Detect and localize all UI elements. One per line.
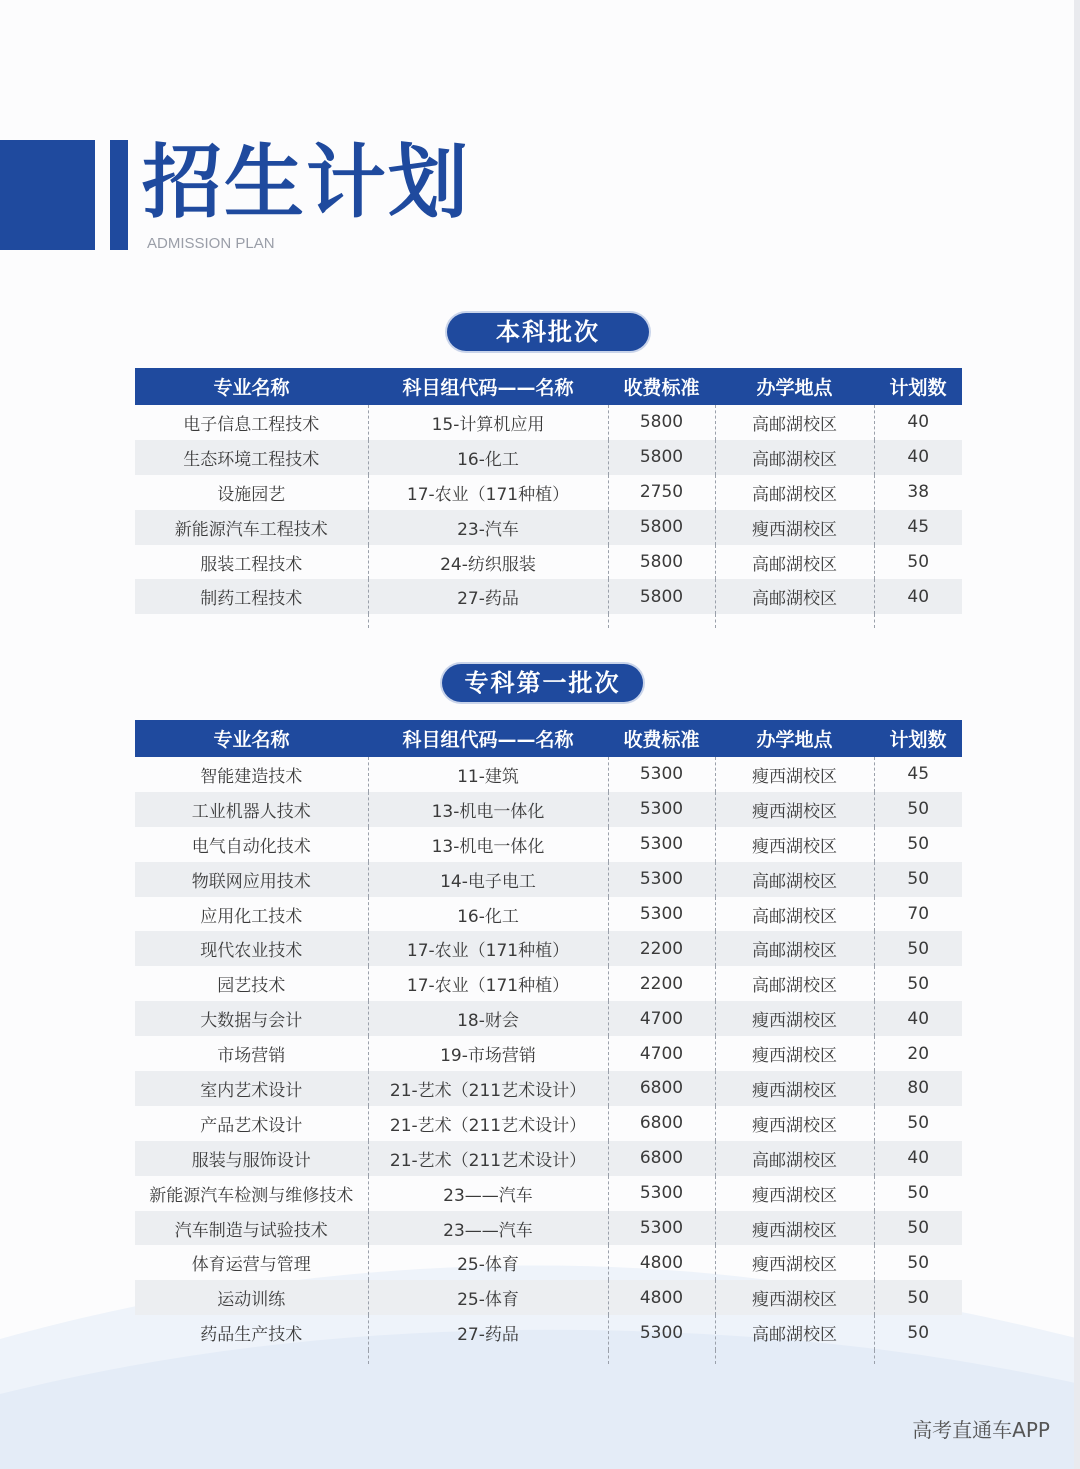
cell-fee: 5800 xyxy=(608,440,715,475)
cell-campus: 瘦西湖校区 xyxy=(715,757,874,792)
vocational-plan-table xyxy=(135,720,962,1364)
table-header-row xyxy=(135,368,962,405)
cell-fee: 5800 xyxy=(608,545,715,580)
cell-subject-group: 16-化工 xyxy=(368,897,608,932)
cell-subject-group: 14-电子电工 xyxy=(368,862,608,897)
cell-fee: 5800 xyxy=(608,510,715,545)
cell-quota: 20 xyxy=(907,1043,930,1064)
cell-quota: 40 xyxy=(874,440,962,475)
page-subtitle: ADMISSION PLAN xyxy=(147,235,275,252)
page-title: 招生计划 xyxy=(142,136,470,229)
cell-fee: 2200 xyxy=(608,931,715,966)
table-row xyxy=(135,862,962,897)
watermark-text: 高考直通车APP xyxy=(912,1418,1050,1442)
cell-fee: 5300 xyxy=(608,1315,715,1350)
cell-fee: 2200 xyxy=(608,966,715,1001)
cell-campus: 瘦西湖校区 xyxy=(715,1280,874,1315)
table-row xyxy=(135,966,962,1001)
cell-fee: 4700 xyxy=(608,1036,715,1071)
table-row xyxy=(135,1176,962,1211)
cell-major: 室内艺术设计 xyxy=(135,1071,368,1106)
table-row xyxy=(135,1141,962,1176)
cell-subject-group: 21-艺术（211艺术设计） xyxy=(368,1071,608,1106)
cell-fee: 5800 xyxy=(608,405,715,440)
cell-quota: 50 xyxy=(907,1252,930,1273)
cell-subject-group: 13-机电一体化 xyxy=(368,792,608,827)
table-row xyxy=(135,757,962,792)
table-row xyxy=(135,510,962,545)
table-header-row xyxy=(135,720,962,757)
cell-campus: 瘦西湖校区 xyxy=(715,1245,874,1280)
table-row xyxy=(135,440,962,475)
cell-major: 园艺技术 xyxy=(135,966,368,1001)
cell-subject-group: 17-农业（171种植） xyxy=(368,931,608,966)
cell-major: 药品生产技术 xyxy=(135,1315,368,1350)
cell-campus: 高邮湖校区 xyxy=(715,931,874,966)
cell-subject-group: 17-农业（171种植） xyxy=(368,966,608,1001)
cell-major: 应用化工技术 xyxy=(135,897,368,932)
cell-major: 体育运营与管理 xyxy=(135,1245,368,1280)
cell-campus: 高邮湖校区 xyxy=(715,440,874,475)
cell-quota: 50 xyxy=(874,862,962,897)
column-header-major: 专业名称 xyxy=(135,720,368,757)
cell-fee: 5300 xyxy=(608,1211,715,1246)
cell-major: 新能源汽车检测与维修技术 xyxy=(135,1176,368,1211)
cell-quota: 40 xyxy=(874,1001,962,1036)
cell-subject-group: 23——汽车 xyxy=(368,1176,608,1211)
table-row xyxy=(135,827,962,862)
cell-quota: 40 xyxy=(907,412,930,433)
cell-fee: 4700 xyxy=(608,1001,715,1036)
table-row xyxy=(135,405,962,440)
cell-campus: 瘦西湖校区 xyxy=(715,792,874,827)
cell-subject-group: 24-纺织服装 xyxy=(368,545,608,580)
cell-fee: 6800 xyxy=(608,1106,715,1141)
cell-quota: 80 xyxy=(874,1071,962,1106)
cell-major: 物联网应用技术 xyxy=(135,862,368,897)
cell-campus: 瘦西湖校区 xyxy=(715,1106,874,1141)
cell-subject-group: 17-农业（171种植） xyxy=(368,475,608,510)
cell-subject-group: 21-艺术（211艺术设计） xyxy=(368,1106,608,1141)
header-block-decoration xyxy=(0,140,95,250)
cell-campus: 高邮湖校区 xyxy=(715,1141,874,1176)
cell-major: 电气自动化技术 xyxy=(135,827,368,862)
cell-campus: 瘦西湖校区 xyxy=(715,1071,874,1106)
table-row xyxy=(135,1280,962,1315)
cell-major: 运动训练 xyxy=(135,1280,368,1315)
cell-campus: 瘦西湖校区 xyxy=(715,510,874,545)
cell-subject-group: 18-财会 xyxy=(368,1001,608,1036)
cell-subject-group: 16-化工 xyxy=(368,440,608,475)
cell-subject-group: 23——汽车 xyxy=(368,1211,608,1246)
cell-quota: 50 xyxy=(907,1322,930,1343)
cell-fee: 5300 xyxy=(608,897,715,932)
column-header-subject-group: 科目组代码——名称 xyxy=(368,720,608,757)
cell-fee: 5300 xyxy=(608,1176,715,1211)
column-header-campus: 办学地点 xyxy=(715,368,874,405)
cell-campus: 高邮湖校区 xyxy=(715,579,874,614)
cell-fee: 6800 xyxy=(608,1071,715,1106)
section-title-undergraduate: 本科批次 xyxy=(447,313,649,351)
table-row xyxy=(135,792,962,827)
cell-quota: 45 xyxy=(907,764,930,785)
cell-fee: 4800 xyxy=(608,1245,715,1280)
table-row xyxy=(135,579,962,614)
cell-major: 服装与服饰设计 xyxy=(135,1141,368,1176)
cell-campus: 高邮湖校区 xyxy=(715,545,874,580)
column-header-fee: 收费标准 xyxy=(608,720,715,757)
table-row xyxy=(135,545,962,580)
cell-quota: 50 xyxy=(874,1211,962,1246)
cell-quota: 40 xyxy=(874,1141,962,1176)
cell-major: 电子信息工程技术 xyxy=(135,405,368,440)
cell-campus: 高邮湖校区 xyxy=(715,897,874,932)
cell-quota: 50 xyxy=(907,1113,930,1134)
cell-subject-group: 23-汽车 xyxy=(368,510,608,545)
table-row xyxy=(135,931,962,966)
table-row xyxy=(135,1245,962,1280)
cell-major: 设施园艺 xyxy=(135,475,368,510)
cell-subject-group: 27-药品 xyxy=(368,1315,608,1350)
cell-subject-group: 19-市场营销 xyxy=(368,1036,608,1071)
column-header-fee: 收费标准 xyxy=(608,368,715,405)
column-header-campus: 办学地点 xyxy=(715,720,874,757)
section-title-vocational: 专科第一批次 xyxy=(442,664,643,702)
cell-subject-group: 11-建筑 xyxy=(368,757,608,792)
table-bottom-spacer xyxy=(135,614,962,628)
cell-subject-group: 15-计算机应用 xyxy=(368,405,608,440)
cell-major: 工业机器人技术 xyxy=(135,792,368,827)
cell-quota: 50 xyxy=(874,792,962,827)
cell-fee: 4800 xyxy=(608,1280,715,1315)
page-edge xyxy=(1074,0,1080,1469)
cell-major: 新能源汽车工程技术 xyxy=(135,510,368,545)
cell-quota: 50 xyxy=(907,834,930,855)
cell-fee: 2750 xyxy=(608,475,715,510)
cell-quota: 50 xyxy=(874,931,962,966)
cell-campus: 瘦西湖校区 xyxy=(715,1211,874,1246)
cell-fee: 5300 xyxy=(608,757,715,792)
cell-quota: 50 xyxy=(907,973,930,994)
table-row xyxy=(135,1315,962,1350)
cell-campus: 高邮湖校区 xyxy=(715,1315,874,1350)
cell-campus: 瘦西湖校区 xyxy=(715,1001,874,1036)
cell-subject-group: 21-艺术（211艺术设计） xyxy=(368,1141,608,1176)
table-row xyxy=(135,897,962,932)
table-row xyxy=(135,1036,962,1071)
cell-major: 服装工程技术 xyxy=(135,545,368,580)
cell-campus: 高邮湖校区 xyxy=(715,405,874,440)
cell-major: 产品艺术设计 xyxy=(135,1106,368,1141)
cell-major: 大数据与会计 xyxy=(135,1001,368,1036)
cell-fee: 5300 xyxy=(608,862,715,897)
table-row xyxy=(135,1001,962,1036)
cell-major: 现代农业技术 xyxy=(135,931,368,966)
table-row xyxy=(135,475,962,510)
column-header-quota: 计划数 xyxy=(874,720,962,757)
cell-major: 生态环境工程技术 xyxy=(135,440,368,475)
cell-major: 汽车制造与试验技术 xyxy=(135,1211,368,1246)
cell-campus: 瘦西湖校区 xyxy=(715,827,874,862)
header-bar-decoration xyxy=(110,140,128,250)
cell-quota: 50 xyxy=(874,1280,962,1315)
cell-campus: 高邮湖校区 xyxy=(715,862,874,897)
cell-campus: 瘦西湖校区 xyxy=(715,1036,874,1071)
cell-major: 制药工程技术 xyxy=(135,579,368,614)
column-header-quota: 计划数 xyxy=(874,368,962,405)
cell-fee: 6800 xyxy=(608,1141,715,1176)
table-bottom-spacer xyxy=(135,1350,962,1364)
cell-fee: 5300 xyxy=(608,792,715,827)
table-row xyxy=(135,1211,962,1246)
cell-major: 市场营销 xyxy=(135,1036,368,1071)
cell-major: 智能建造技术 xyxy=(135,757,368,792)
cell-quota: 50 xyxy=(907,552,930,572)
column-header-major: 专业名称 xyxy=(135,368,368,405)
undergraduate-plan-table xyxy=(135,368,962,628)
cell-subject-group: 27-药品 xyxy=(368,579,608,614)
cell-quota: 40 xyxy=(874,579,962,614)
cell-quota: 45 xyxy=(874,510,962,545)
cell-quota: 38 xyxy=(907,482,930,503)
cell-quota: 70 xyxy=(907,904,930,924)
table-row xyxy=(135,1106,962,1141)
cell-fee: 5300 xyxy=(608,827,715,862)
cell-campus: 高邮湖校区 xyxy=(715,966,874,1001)
cell-fee: 5800 xyxy=(608,579,715,614)
cell-campus: 高邮湖校区 xyxy=(715,475,874,510)
cell-quota: 50 xyxy=(907,1183,930,1204)
table-row xyxy=(135,1071,962,1106)
cell-subject-group: 25-体育 xyxy=(368,1280,608,1315)
cell-subject-group: 13-机电一体化 xyxy=(368,827,608,862)
cell-campus: 瘦西湖校区 xyxy=(715,1176,874,1211)
cell-subject-group: 25-体育 xyxy=(368,1245,608,1280)
column-header-subject-group: 科目组代码——名称 xyxy=(368,368,608,405)
